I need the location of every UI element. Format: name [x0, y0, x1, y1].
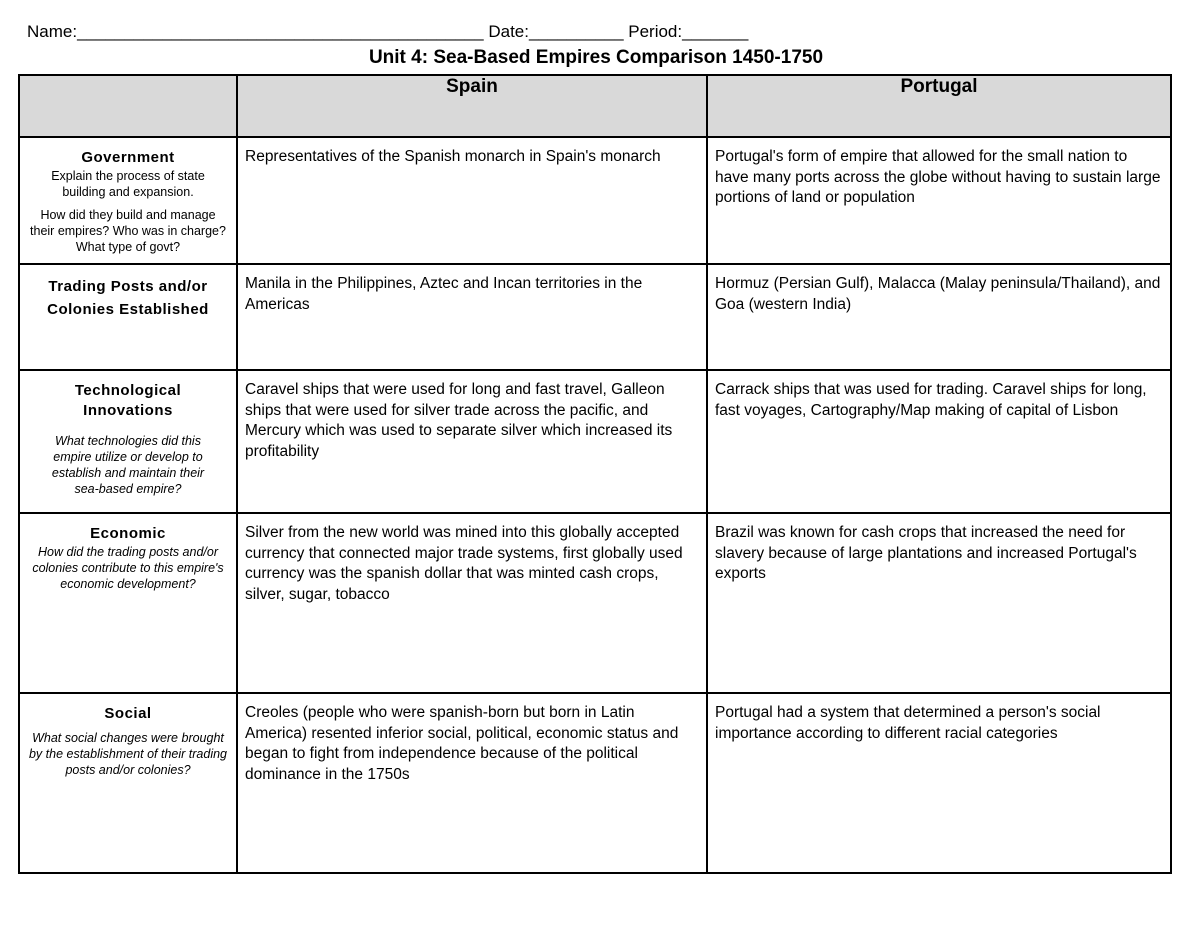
- row-title: Social: [104, 705, 152, 722]
- cell-portugal-government: Portugal's form of empire that allowed for the small nation to have many ports across the globe without having to sustain large portions of land or population: [707, 137, 1171, 264]
- cell-spain-trading-posts: Manila in the Philippines, Aztec and Incan territories in the Americas: [237, 264, 707, 370]
- row-title: Government: [81, 149, 175, 166]
- cell-spain-social: Creoles (people who were spanish-born but born in Latin America) resented inferior social, political, economic status and began to fight from independence because of the political dominance in the 1750s: [237, 693, 707, 873]
- row-header-social: [19, 693, 237, 873]
- cell-portugal-social: Portugal had a system that determined a person's social importance according to different racial categories: [707, 693, 1171, 873]
- table-row-government: [19, 137, 1171, 264]
- column-header-portugal: Portugal: [707, 75, 1171, 137]
- comparison-table: [18, 74, 1172, 874]
- cell-portugal-economic: Brazil was known for cash crops that increased the need for slavery because of large plantations and increased Portugal's exports: [707, 513, 1171, 693]
- row-title: Trading Posts and/or Colonies Established: [47, 278, 209, 318]
- table-row-economic: [19, 513, 1171, 693]
- row-header-trading-posts: [19, 264, 237, 370]
- column-header-spain: Spain: [237, 75, 707, 137]
- row-question: What technologies did this empire utilize or develop to establish and maintain their sea-based empire?: [51, 434, 205, 496]
- cell-spain-technology: Caravel ships that were used for long and fast travel, Galleon ships that were used for silver trade across the pacific, and Mercury which was used to separate silver which increased its profitability: [237, 370, 707, 513]
- corner-header-cell: [19, 75, 237, 137]
- cell-spain-government: Representatives of the Spanish monarch in Spain's monarch: [237, 137, 707, 264]
- name-date-period-line: Name:___________________________________________ Date:__________ Period:_______: [27, 22, 749, 41]
- row-question: What social changes were brought by the establishment of their trading posts and/or colonies?: [28, 731, 228, 777]
- row-question: How did they build and manage their empires? Who was in charge? What type of govt?: [30, 208, 226, 254]
- table-row-technology: [19, 370, 1171, 513]
- table-row-social: [19, 693, 1171, 873]
- cell-spain-economic: Silver from the new world was mined into this globally accepted currency that connected major trade systems, first globally used currency was the spanish dollar that was minted cash crops, silver, sugar, tobacco: [237, 513, 707, 693]
- table-header-row: [19, 75, 1171, 137]
- row-title: Technological Innovations: [74, 382, 182, 419]
- row-header-economic: [19, 513, 237, 693]
- row-subtitle: Explain the process of state building and expansion.: [51, 169, 205, 199]
- row-header-government: [19, 137, 237, 264]
- row-title: Economic: [90, 525, 166, 542]
- page-title: Unit 4: Sea-Based Empires Comparison 1450-1750: [368, 47, 824, 68]
- row-header-technology: [19, 370, 237, 513]
- cell-portugal-trading-posts: Hormuz (Persian Gulf), Malacca (Malay peninsula/Thailand), and Goa (western India): [707, 264, 1171, 370]
- cell-portugal-technology: Carrack ships that was used for trading. Caravel ships for long, fast voyages, Cartography/Map making of capital of Lisbon: [707, 370, 1171, 513]
- row-question: How did the trading posts and/or colonies contribute to this empire's economic development?: [32, 545, 224, 591]
- table-row-trading-posts: [19, 264, 1171, 370]
